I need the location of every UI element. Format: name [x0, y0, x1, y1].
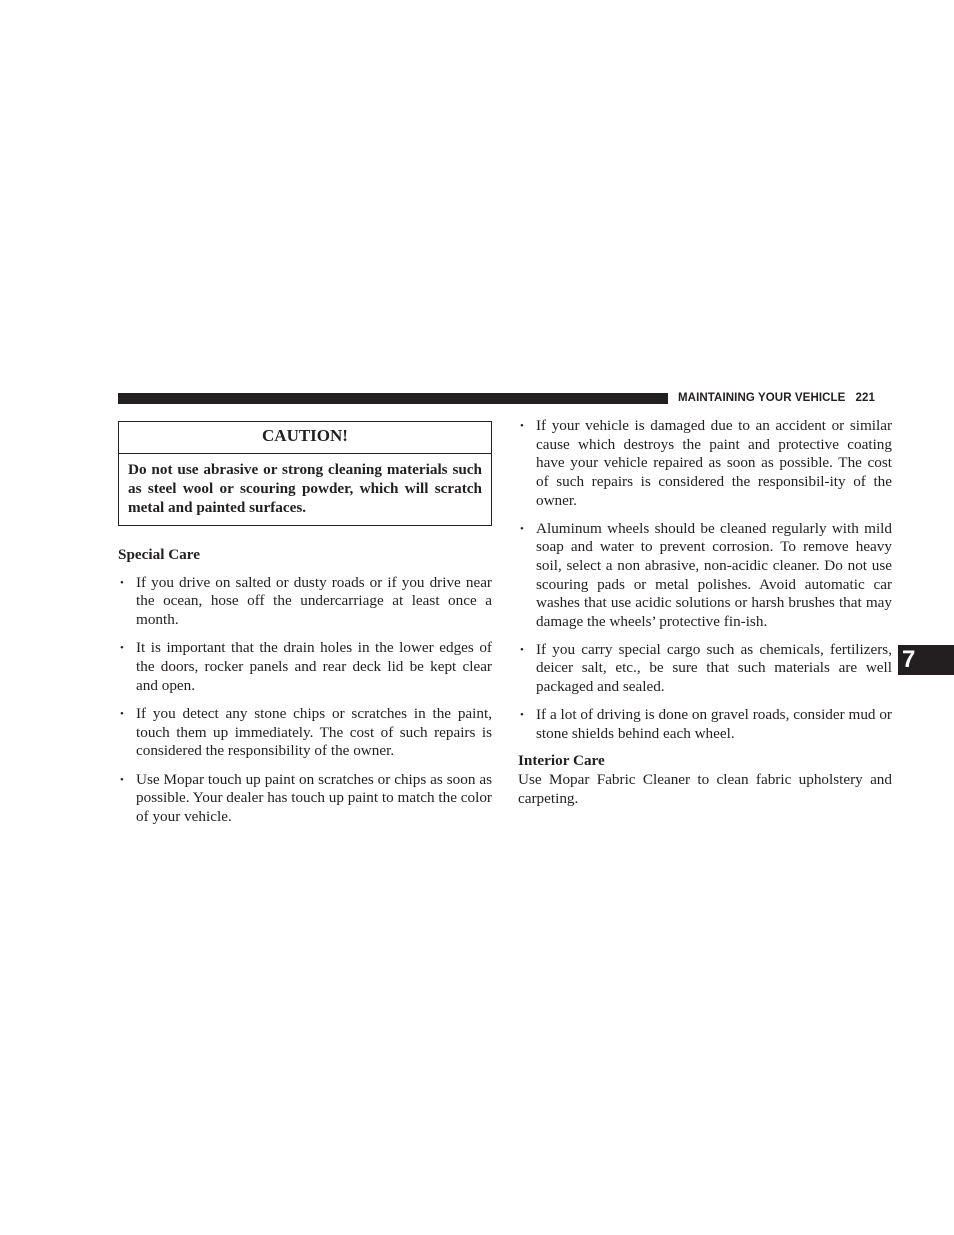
list-item-text: If you carry special cargo such as chemicals, fertilizers, deicer salt, etc., be sure that such materials are well packaged and sealed.	[536, 640, 892, 696]
bullet-icon: •	[120, 707, 124, 720]
bullet-icon: •	[520, 522, 524, 535]
list-item-text: If a lot of driving is done on gravel roads, consider mud or stone shields behind each wheel.	[536, 705, 892, 742]
header-rule	[118, 393, 668, 404]
bullet-icon: •	[520, 708, 524, 721]
list-item-text: It is important that the drain holes in the lower edges of the doors, rocker panels and rear deck lid be kept clear and open.	[136, 639, 492, 694]
bullet-icon: •	[520, 420, 524, 432]
list-item-text: If you drive on salted or dusty roads or if you drive near the ocean, hose off the undercarriage at least once a month.	[136, 573, 492, 629]
bullet-icon: •	[120, 642, 124, 655]
running-header	[678, 390, 892, 406]
list-item	[518, 520, 892, 632]
header-section-title: MAINTAINING YOUR VEHICLE	[678, 392, 846, 404]
special-care-list	[118, 574, 492, 827]
interior-care-title: Interior Care	[518, 752, 605, 770]
list-item	[518, 417, 892, 511]
page-number: 221	[855, 392, 875, 404]
interior-care-body: Use Mopar Fabric Cleaner to clean fabric upholstery and carpeting.	[518, 770, 892, 807]
special-care-title: Special Care	[118, 546, 200, 563]
left-column	[118, 417, 492, 836]
bullet-icon: •	[520, 643, 524, 656]
chapter-tab: 7	[898, 645, 954, 675]
list-item-text: If you detect any stone chips or scratches in the paint, touch them up immediately. The cost of such repairs is considered the responsibility of the owner.	[136, 704, 492, 760]
list-item	[518, 641, 892, 697]
list-item	[118, 574, 492, 630]
list-item-text: Aluminum wheels should be cleaned regularly with mild soap and water to prevent corrosion. To remove heavy soil, select a non abrasive, non-acidic cleaner. Do not use scouring pads or metal polishes. Avoid automatic car washes that use acidic solutions or harsh brushes that may damage the wheels’ protective fin-ish.	[536, 519, 892, 631]
bullet-icon: •	[120, 576, 124, 589]
caution-body: Do not use abrasive or strong cleaning materials such as steel wool or scouring powder, which will scratch metal and painted surfaces.	[128, 461, 482, 516]
list-item	[118, 639, 492, 695]
list-item-text: Use Mopar touch up paint on scratches or chips as soon as possible. Your dealer has touch up paint to match the color of your vehicle.	[136, 770, 492, 825]
list-item	[118, 705, 492, 761]
bullet-icon: •	[120, 773, 124, 786]
caution-box	[118, 421, 492, 526]
caution-title: CAUTION!	[119, 422, 491, 454]
list-item	[118, 771, 492, 827]
right-column	[518, 417, 892, 808]
list-item	[518, 706, 892, 743]
list-item-text: If your vehicle is damaged due to an accident or similar cause which destroys the paint and protective coating have your vehicle repaired as soon as possible. The cost of such repairs is considered the responsibil-ity of the owner.	[536, 417, 892, 509]
right-care-list	[518, 417, 892, 743]
